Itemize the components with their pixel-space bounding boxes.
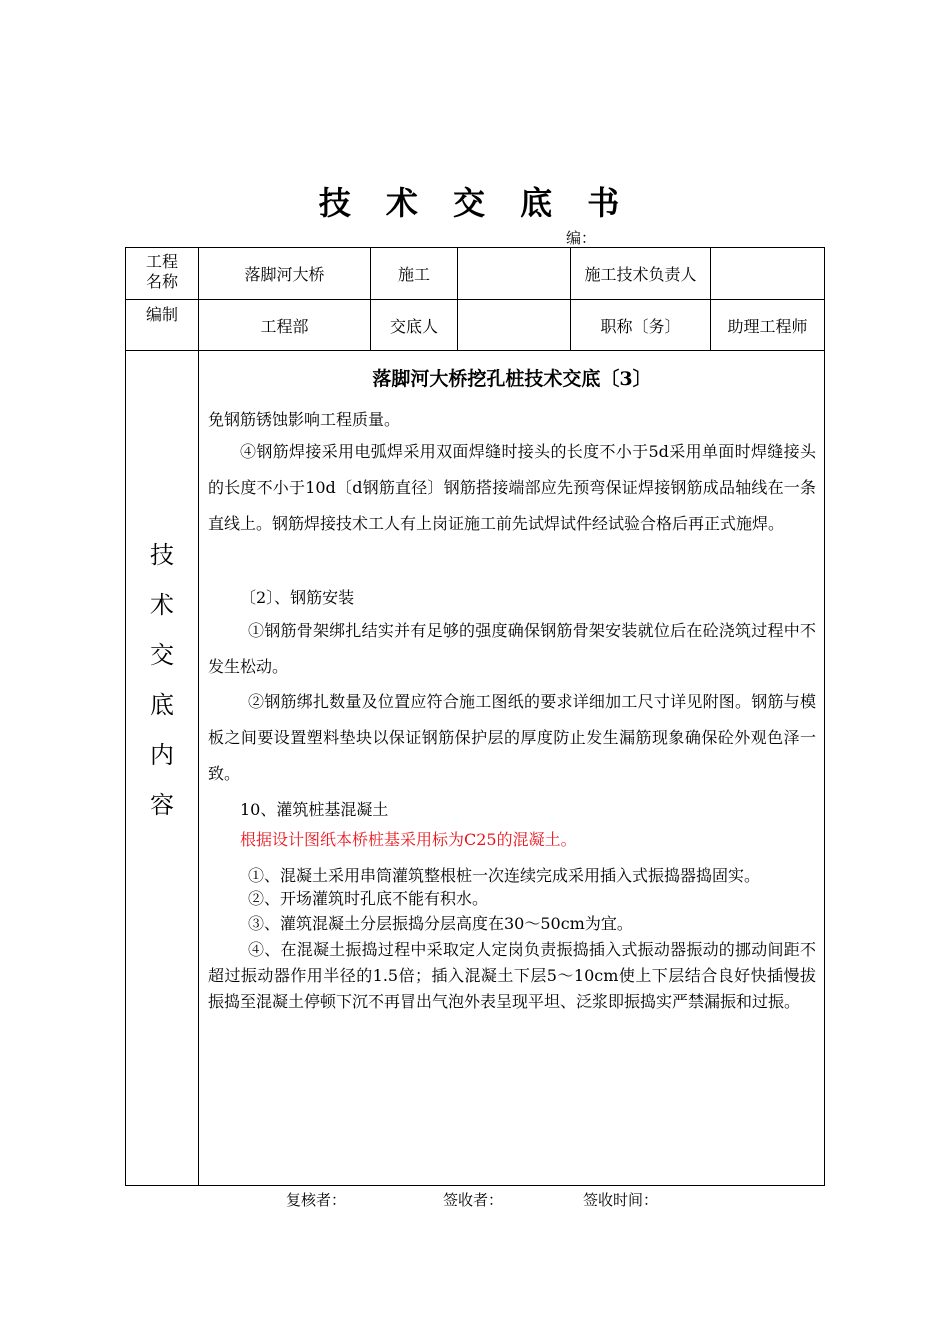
table-border-top	[125, 247, 825, 248]
paragraph: 免钢筋锈蚀影响工程质量。	[208, 410, 401, 429]
section-label-char: 技	[150, 541, 174, 569]
compile-label: 编制	[145, 305, 178, 324]
tech-lead-label: 施工技术负责人	[584, 265, 697, 284]
table-border-bottom	[125, 1185, 825, 1186]
section-label-vertical	[126, 530, 198, 830]
compile-value: 工程部	[260, 317, 309, 336]
construction-label: 施工	[397, 265, 430, 284]
paragraph: ④、在混凝土振捣过程中采取定人定岗负责振捣插入式振动器振动的挪动间距不超过振动器作用半径的1.5倍；插入混凝土下层5～10cm使上下层结合良好快插慢拔振捣至混凝土停顿下沉不再冒出气泡外表呈现平坦、泛浆即振捣实严禁漏振和过振。	[208, 940, 816, 1011]
section-label-char: 术	[150, 591, 174, 619]
section-label-char: 底	[150, 691, 174, 719]
paragraph: ①、混凝土采用串筒灌筑整根桩一次连续完成采用插入式振捣器捣固实。	[248, 866, 761, 885]
paragraph: ④钢筋焊接采用电弧焊采用双面焊缝时接头的长度不小于5d采用单面时焊缝接头的长度不小于10d〔d钢筋直径〕钢筋搭接端部应先预弯保证焊接钢筋成品轴线在一条直线上。钢筋焊接技术工人有上岗证施工前先试焊试件经试验合格后再正式施焊。	[208, 442, 816, 533]
title-value: 助理工程师	[727, 317, 808, 336]
receiver-label: 签收者：	[443, 1191, 504, 1209]
paragraph: ②钢筋绑扎数量及位置应符合施工图纸的要求详细加工尺寸详见附图。钢筋与模板之间要设置塑料垫块以保证钢筋保护层的厚度防止发生漏筋现象确保砼外观色泽一致。	[208, 692, 816, 783]
section-label-char: 容	[150, 791, 174, 819]
project-name-value: 落脚河大桥	[244, 265, 325, 284]
paragraph: 〔2〕、钢筋安装	[240, 588, 355, 607]
paragraph: ②、开场灌筑时孔底不能有积水。	[248, 889, 489, 908]
discloser-label: 交底人	[389, 317, 438, 336]
editor-label: 编：	[566, 229, 597, 247]
section-label-char: 交	[150, 641, 174, 669]
table-col-divider	[457, 247, 458, 350]
paragraph: ③、灌筑混凝土分层振捣分层高度在30～50cm为宜。	[248, 914, 633, 933]
table-row-divider	[125, 299, 825, 300]
paragraph: 10、灌筑桩基混凝土	[240, 800, 389, 819]
highlighted-paragraph: 根据设计图纸本桥桩基采用标为C25的混凝土。	[240, 830, 577, 849]
document-title: 技 术 交 底 书	[318, 184, 632, 222]
receive-time-label: 签收时间：	[583, 1191, 659, 1209]
title-label: 职称〔务〕	[600, 317, 681, 336]
section-label-char: 内	[150, 741, 174, 769]
paragraph: ①钢筋骨架绑扎结实并有足够的强度确保钢筋骨架安装就位后在砼浇筑过程中不发生松动。	[208, 621, 816, 676]
content-heading: 落脚河大桥挖孔桩技术交底〔3〕	[372, 368, 652, 390]
reviewer-label: 复核者：	[286, 1191, 347, 1209]
project-name-label: 工程名称	[145, 252, 178, 291]
table-row-divider	[125, 350, 825, 351]
